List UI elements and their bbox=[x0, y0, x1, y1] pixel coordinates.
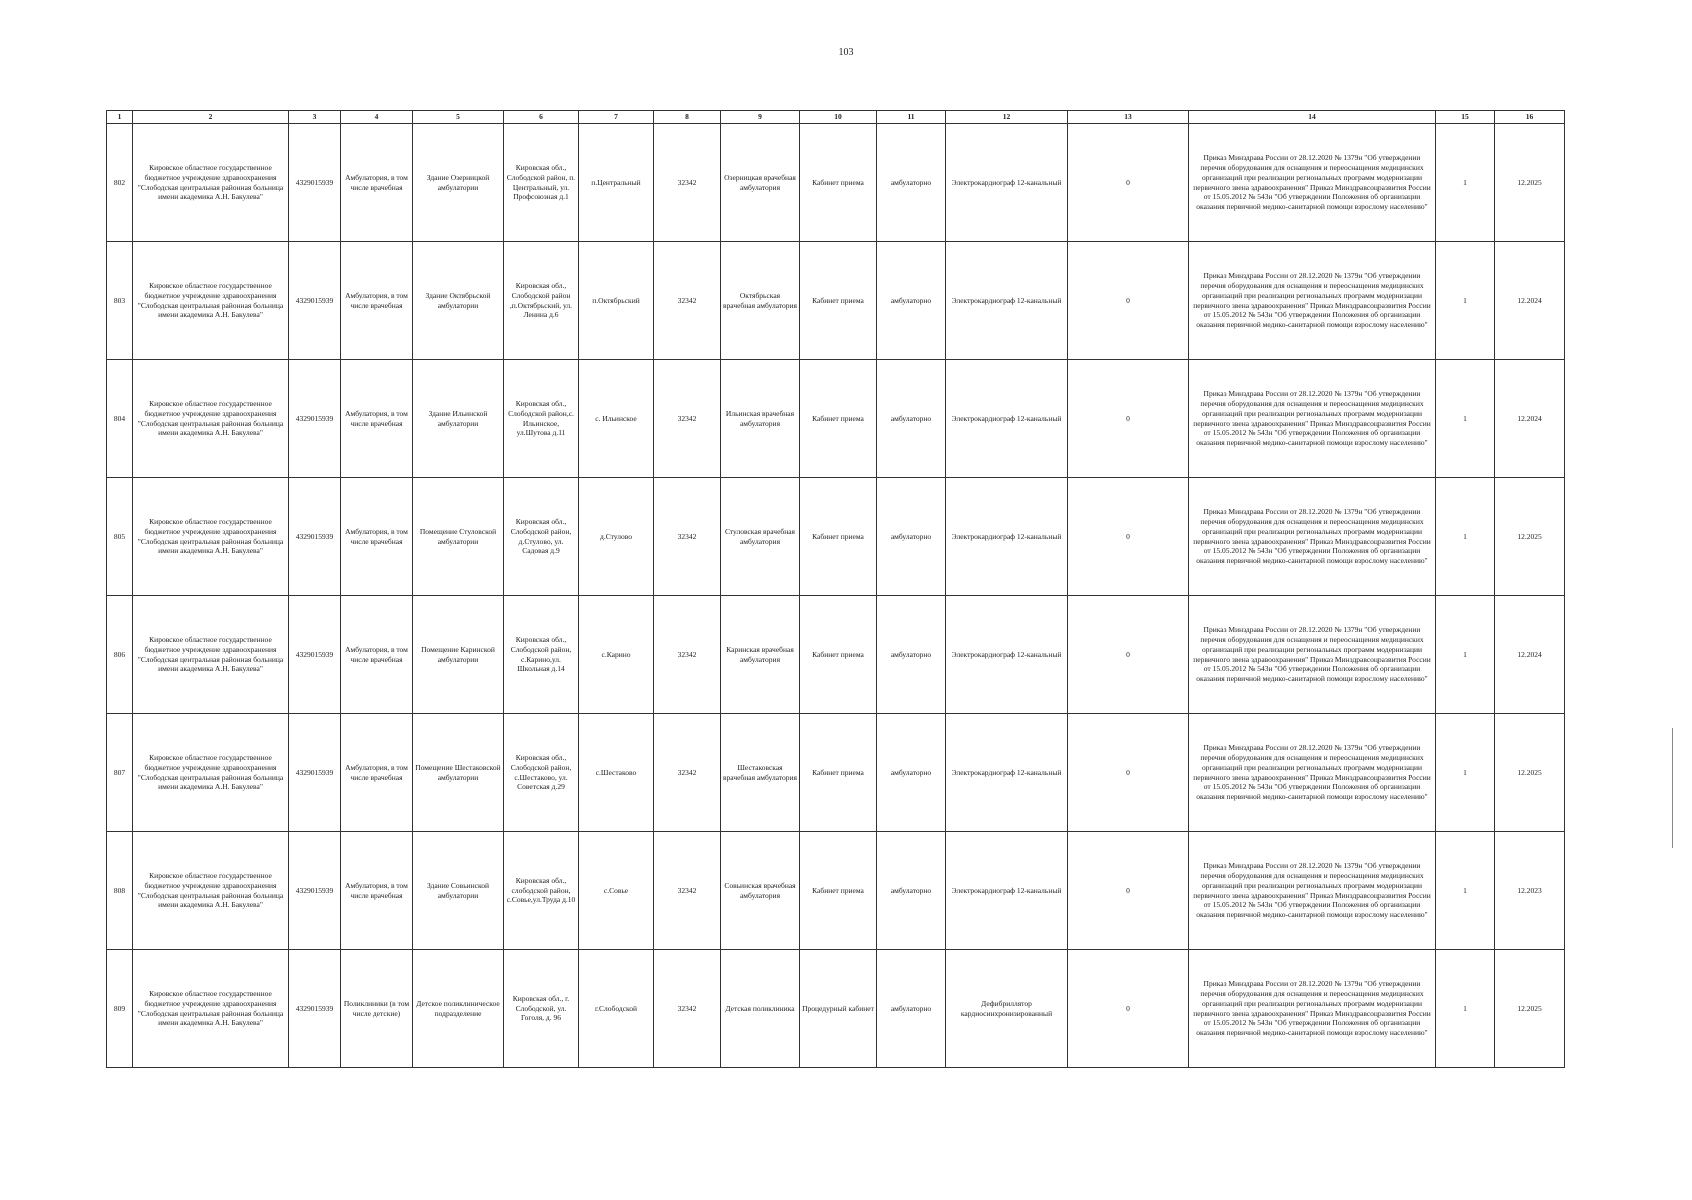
settlement-cell: с. Ильинское bbox=[579, 360, 654, 478]
equipment-register-table bbox=[106, 110, 1565, 1068]
equipment-cell: Электрокардиограф 12-канальный bbox=[946, 124, 1068, 242]
room-cell: Кабинет приема bbox=[800, 714, 877, 832]
legal-basis-cell: Приказ Минздрава России от 28.12.2020 № 1379н "Об утверждении перечня оборудования для оснащения и переоснащения медицинских организаций при реализации региональных программ модернизации первичного звена здравоохранения" Приказ Минздравсоцразвития России от 15.05.2012 № 543н "Об утверждении Положения об организации оказания первичной медико-санитарной помощи взрослому населению" bbox=[1189, 360, 1436, 478]
row-number-cell: 808 bbox=[107, 832, 133, 950]
column-header: 12 bbox=[946, 111, 1068, 124]
quantity-needed-cell: 1 bbox=[1436, 950, 1495, 1068]
table-row bbox=[107, 596, 1565, 714]
equipment-cell: Электрокардиограф 12-канальный bbox=[946, 242, 1068, 360]
column-header: 9 bbox=[721, 111, 800, 124]
unit-cell: Каринская врачебная амбулатория bbox=[721, 596, 800, 714]
table-row bbox=[107, 714, 1565, 832]
building-cell: Здание Ильинской амбулатории bbox=[413, 360, 504, 478]
oktmo-code-cell: 32342 bbox=[654, 478, 721, 596]
legal-basis-cell: Приказ Минздрава России от 28.12.2020 № 1379н "Об утверждении перечня оборудования для оснащения и переоснащения медицинских организаций при реализации региональных программ модернизации первичного звена здравоохранения" Приказ Минздравсоцразвития России от 15.05.2012 № 543н "Об утверждении Положения об организации оказания первичной медико-санитарной помощи взрослому населению" bbox=[1189, 478, 1436, 596]
address-cell: Кировская обл., Слободской район, с.Шестаково, ул. Советская д.29 bbox=[504, 714, 579, 832]
oktmo-code-cell: 32342 bbox=[654, 360, 721, 478]
quantity-available-cell: 0 bbox=[1068, 714, 1189, 832]
quantity-needed-cell: 1 bbox=[1436, 242, 1495, 360]
address-cell: Кировская обл., Слободской район ,п.Октябрьский, ул. Ленина д.6 bbox=[504, 242, 579, 360]
legal-basis-cell: Приказ Минздрава России от 28.12.2020 № 1379н "Об утверждении перечня оборудования для оснащения и переоснащения медицинских организаций при реализации региональных программ модернизации первичного звена здравоохранения" Приказ Минздравсоцразвития России от 15.05.2012 № 543н "Об утверждении Положения об организации оказания первичной медико-санитарной помощи взрослому населению" bbox=[1189, 832, 1436, 950]
facility-type-cell: Амбулатория, в том числе врачебная bbox=[341, 124, 413, 242]
row-number-cell: 804 bbox=[107, 360, 133, 478]
care-mode-cell: амбулаторно bbox=[877, 124, 946, 242]
row-number-cell: 802 bbox=[107, 124, 133, 242]
address-cell: Кировская обл., Слободской район, с.Карино,ул. Школьная д.14 bbox=[504, 596, 579, 714]
equipment-cell: Электрокардиограф 12-канальный bbox=[946, 596, 1068, 714]
room-cell: Кабинет приема bbox=[800, 242, 877, 360]
facility-type-cell: Поликлиники (в том числе детские) bbox=[341, 950, 413, 1068]
unit-cell: Шестаковская врачебная амбулатория bbox=[721, 714, 800, 832]
due-date-cell: 12.2025 bbox=[1495, 124, 1565, 242]
column-header: 14 bbox=[1189, 111, 1436, 124]
quantity-available-cell: 0 bbox=[1068, 242, 1189, 360]
table-row bbox=[107, 950, 1565, 1068]
settlement-cell: д.Стулово bbox=[579, 478, 654, 596]
row-number-cell: 806 bbox=[107, 596, 133, 714]
row-number-cell: 803 bbox=[107, 242, 133, 360]
due-date-cell: 12.2023 bbox=[1495, 832, 1565, 950]
unit-cell: Ильинская врачебная амбулатория bbox=[721, 360, 800, 478]
due-date-cell: 12.2025 bbox=[1495, 478, 1565, 596]
oktmo-code-cell: 32342 bbox=[654, 950, 721, 1068]
room-cell: Кабинет приема bbox=[800, 478, 877, 596]
address-cell: Кировская обл., Слободской район,с. Ильинское, ул.Шутова д.11 bbox=[504, 360, 579, 478]
care-mode-cell: амбулаторно bbox=[877, 242, 946, 360]
room-cell: Кабинет приема bbox=[800, 832, 877, 950]
inn-cell: 4329015939 bbox=[289, 478, 341, 596]
due-date-cell: 12.2025 bbox=[1495, 714, 1565, 832]
column-header: 5 bbox=[413, 111, 504, 124]
oktmo-code-cell: 32342 bbox=[654, 596, 721, 714]
table-body bbox=[107, 124, 1565, 1068]
equipment-cell: Электрокардиограф 12-канальный bbox=[946, 714, 1068, 832]
due-date-cell: 12.2024 bbox=[1495, 596, 1565, 714]
organization-cell: Кировское областное государственное бюджетное учреждение здравоохранения "Слободская центральная районная больница имени академика А.Н. Бакулева" bbox=[133, 124, 289, 242]
due-date-cell: 12.2025 bbox=[1495, 950, 1565, 1068]
settlement-cell: с.Совье bbox=[579, 832, 654, 950]
column-header: 7 bbox=[579, 111, 654, 124]
settlement-cell: п.Октябрьский bbox=[579, 242, 654, 360]
unit-cell: Детская поликлиника bbox=[721, 950, 800, 1068]
organization-cell: Кировское областное государственное бюджетное учреждение здравоохранения "Слободская центральная районная больница имени академика А.Н. Бакулева" bbox=[133, 478, 289, 596]
building-cell: Здание Совьинской амбулатории bbox=[413, 832, 504, 950]
oktmo-code-cell: 32342 bbox=[654, 714, 721, 832]
column-header: 8 bbox=[654, 111, 721, 124]
column-header: 6 bbox=[504, 111, 579, 124]
quantity-needed-cell: 1 bbox=[1436, 360, 1495, 478]
unit-cell: Озерницкая врачебная амбулатория bbox=[721, 124, 800, 242]
care-mode-cell: амбулаторно bbox=[877, 478, 946, 596]
legal-basis-cell: Приказ Минздрава России от 28.12.2020 № 1379н "Об утверждении перечня оборудования для оснащения и переоснащения медицинских организаций при реализации региональных программ модернизации первичного звена здравоохранения" Приказ Минздравсоцразвития России от 15.05.2012 № 543н "Об утверждении Положения об организации оказания первичной медико-санитарной помощи взрослому населению" bbox=[1189, 242, 1436, 360]
facility-type-cell: Амбулатория, в том числе врачебная bbox=[341, 596, 413, 714]
column-header: 13 bbox=[1068, 111, 1189, 124]
room-cell: Кабинет приема bbox=[800, 124, 877, 242]
row-number-cell: 805 bbox=[107, 478, 133, 596]
care-mode-cell: амбулаторно bbox=[877, 832, 946, 950]
oktmo-code-cell: 32342 bbox=[654, 832, 721, 950]
table-row bbox=[107, 124, 1565, 242]
due-date-cell: 12.2024 bbox=[1495, 242, 1565, 360]
inn-cell: 4329015939 bbox=[289, 124, 341, 242]
settlement-cell: г.Слободской bbox=[579, 950, 654, 1068]
address-cell: Кировская обл., Слободской район, д.Стулово, ул. Садовая д.9 bbox=[504, 478, 579, 596]
facility-type-cell: Амбулатория, в том числе врачебная bbox=[341, 242, 413, 360]
quantity-available-cell: 0 bbox=[1068, 478, 1189, 596]
column-header: 3 bbox=[289, 111, 341, 124]
settlement-cell: с.Шестаково bbox=[579, 714, 654, 832]
settlement-cell: п.Центральный bbox=[579, 124, 654, 242]
building-cell: Здание Озерницкой амбулатории bbox=[413, 124, 504, 242]
page-number: 103 bbox=[838, 47, 854, 58]
column-header: 11 bbox=[877, 111, 946, 124]
building-cell: Помещение Шестаковской амбулатории bbox=[413, 714, 504, 832]
quantity-available-cell: 0 bbox=[1068, 596, 1189, 714]
quantity-available-cell: 0 bbox=[1068, 832, 1189, 950]
legal-basis-cell: Приказ Минздрава России от 28.12.2020 № 1379н "Об утверждении перечня оборудования для оснащения и переоснащения медицинских организаций при реализации региональных программ модернизации первичного звена здравоохранения" Приказ Минздравсоцразвития России от 15.05.2012 № 543н "Об утверждении Положения об организации оказания первичной медико-санитарной помощи взрослому населению" bbox=[1189, 124, 1436, 242]
address-cell: Кировская обл., г. Слободской, ул. Гоголя, д. 96 bbox=[504, 950, 579, 1068]
care-mode-cell: амбулаторно bbox=[877, 714, 946, 832]
building-cell: Помещение Каринской амбулатории bbox=[413, 596, 504, 714]
table-row bbox=[107, 242, 1565, 360]
unit-cell: Октябрьская врачебная амбулатория bbox=[721, 242, 800, 360]
address-cell: Кировская обл., слободской район, с.Совье,ул.Труда д.10 bbox=[504, 832, 579, 950]
equipment-cell: Электрокардиограф 12-канальный bbox=[946, 478, 1068, 596]
quantity-needed-cell: 1 bbox=[1436, 714, 1495, 832]
row-number-cell: 807 bbox=[107, 714, 133, 832]
equipment-cell: Электрокардиограф 12-канальный bbox=[946, 832, 1068, 950]
equipment-cell: Дефибриллятор кардиосинхронизированный bbox=[946, 950, 1068, 1068]
room-cell: Кабинет приема bbox=[800, 360, 877, 478]
building-cell: Здание Октябрьской амбулатории bbox=[413, 242, 504, 360]
table-row bbox=[107, 360, 1565, 478]
column-header: 4 bbox=[341, 111, 413, 124]
unit-cell: Стуловская врачебная амбулатория bbox=[721, 478, 800, 596]
equipment-cell: Электрокардиограф 12-канальный bbox=[946, 360, 1068, 478]
care-mode-cell: амбулаторно bbox=[877, 360, 946, 478]
quantity-available-cell: 0 bbox=[1068, 360, 1189, 478]
column-header: 1 bbox=[107, 111, 133, 124]
column-header: 2 bbox=[133, 111, 289, 124]
legal-basis-cell: Приказ Минздрава России от 28.12.2020 № 1379н "Об утверждении перечня оборудования для оснащения и переоснащения медицинских организаций при реализации региональных программ модернизации первичного звена здравоохранения" Приказ Минздравсоцразвития России от 15.05.2012 № 543н "Об утверждении Положения об организации оказания первичной медико-санитарной помощи взрослому населению" bbox=[1189, 596, 1436, 714]
column-header: 10 bbox=[800, 111, 877, 124]
unit-cell: Совьинская врачебная амбулатория bbox=[721, 832, 800, 950]
organization-cell: Кировское областное государственное бюджетное учреждение здравоохранения "Слободская центральная районная больница имени академика А.Н. Бакулева" bbox=[133, 360, 289, 478]
inn-cell: 4329015939 bbox=[289, 242, 341, 360]
quantity-available-cell: 0 bbox=[1068, 950, 1189, 1068]
building-cell: Детское поликлиническое подразделение bbox=[413, 950, 504, 1068]
care-mode-cell: амбулаторно bbox=[877, 950, 946, 1068]
organization-cell: Кировское областное государственное бюджетное учреждение здравоохранения "Слободская центральная районная больница имени академика А.Н. Бакулева" bbox=[133, 714, 289, 832]
facility-type-cell: Амбулатория, в том числе врачебная bbox=[341, 832, 413, 950]
quantity-needed-cell: 1 bbox=[1436, 478, 1495, 596]
oktmo-code-cell: 32342 bbox=[654, 124, 721, 242]
column-header: 15 bbox=[1436, 111, 1495, 124]
quantity-needed-cell: 1 bbox=[1436, 832, 1495, 950]
column-header: 16 bbox=[1495, 111, 1565, 124]
organization-cell: Кировское областное государственное бюджетное учреждение здравоохранения "Слободская центральная районная больница имени академика А.Н. Бакулева" bbox=[133, 950, 289, 1068]
inn-cell: 4329015939 bbox=[289, 596, 341, 714]
quantity-needed-cell: 1 bbox=[1436, 596, 1495, 714]
organization-cell: Кировское областное государственное бюджетное учреждение здравоохранения "Слободская центральная районная больница имени академика А.Н. Бакулева" bbox=[133, 242, 289, 360]
quantity-needed-cell: 1 bbox=[1436, 124, 1495, 242]
inn-cell: 4329015939 bbox=[289, 832, 341, 950]
legal-basis-cell: Приказ Минздрава России от 28.12.2020 № 1379н "Об утверждении перечня оборудования для оснащения и переоснащения медицинских организаций при реализации региональных программ модернизации первичного звена здравоохранения" Приказ Минздравсоцразвития России от 15.05.2012 № 543н "Об утверждении Положения об организации оказания первичной медико-санитарной помощи взрослому населению" bbox=[1189, 714, 1436, 832]
legal-basis-cell: Приказ Минздрава России от 28.12.2020 № 1379н "Об утверждении перечня оборудования для оснащения и переоснащения медицинских организаций при реализации региональных программ модернизации первичного звена здравоохранения" Приказ Минздравсоцразвития России от 15.05.2012 № 543н "Об утверждении Положения об организации оказания первичной медико-санитарной помощи взрослому населению" bbox=[1189, 950, 1436, 1068]
care-mode-cell: амбулаторно bbox=[877, 596, 946, 714]
inn-cell: 4329015939 bbox=[289, 360, 341, 478]
settlement-cell: с.Карино bbox=[579, 596, 654, 714]
table-row bbox=[107, 478, 1565, 596]
facility-type-cell: Амбулатория, в том числе врачебная bbox=[341, 360, 413, 478]
table-row bbox=[107, 832, 1565, 950]
room-cell: Процедурный кабинет bbox=[800, 950, 877, 1068]
address-cell: Кировская обл., Слободской район, п. Центральный, ул. Профсоюзная д.1 bbox=[504, 124, 579, 242]
row-number-cell: 809 bbox=[107, 950, 133, 1068]
inn-cell: 4329015939 bbox=[289, 950, 341, 1068]
due-date-cell: 12.2024 bbox=[1495, 360, 1565, 478]
building-cell: Помещение Стуловской амбулатории bbox=[413, 478, 504, 596]
facility-type-cell: Амбулатория, в том числе врачебная bbox=[341, 714, 413, 832]
organization-cell: Кировское областное государственное бюджетное учреждение здравоохранения "Слободская центральная районная больница имени академика А.Н. Бакулева" bbox=[133, 832, 289, 950]
oktmo-code-cell: 32342 bbox=[654, 242, 721, 360]
inn-cell: 4329015939 bbox=[289, 714, 341, 832]
scan-mark bbox=[1672, 728, 1673, 848]
header-row bbox=[107, 111, 1565, 124]
facility-type-cell: Амбулатория, в том числе врачебная bbox=[341, 478, 413, 596]
room-cell: Кабинет приема bbox=[800, 596, 877, 714]
quantity-available-cell: 0 bbox=[1068, 124, 1189, 242]
organization-cell: Кировское областное государственное бюджетное учреждение здравоохранения "Слободская центральная районная больница имени академика А.Н. Бакулева" bbox=[133, 596, 289, 714]
